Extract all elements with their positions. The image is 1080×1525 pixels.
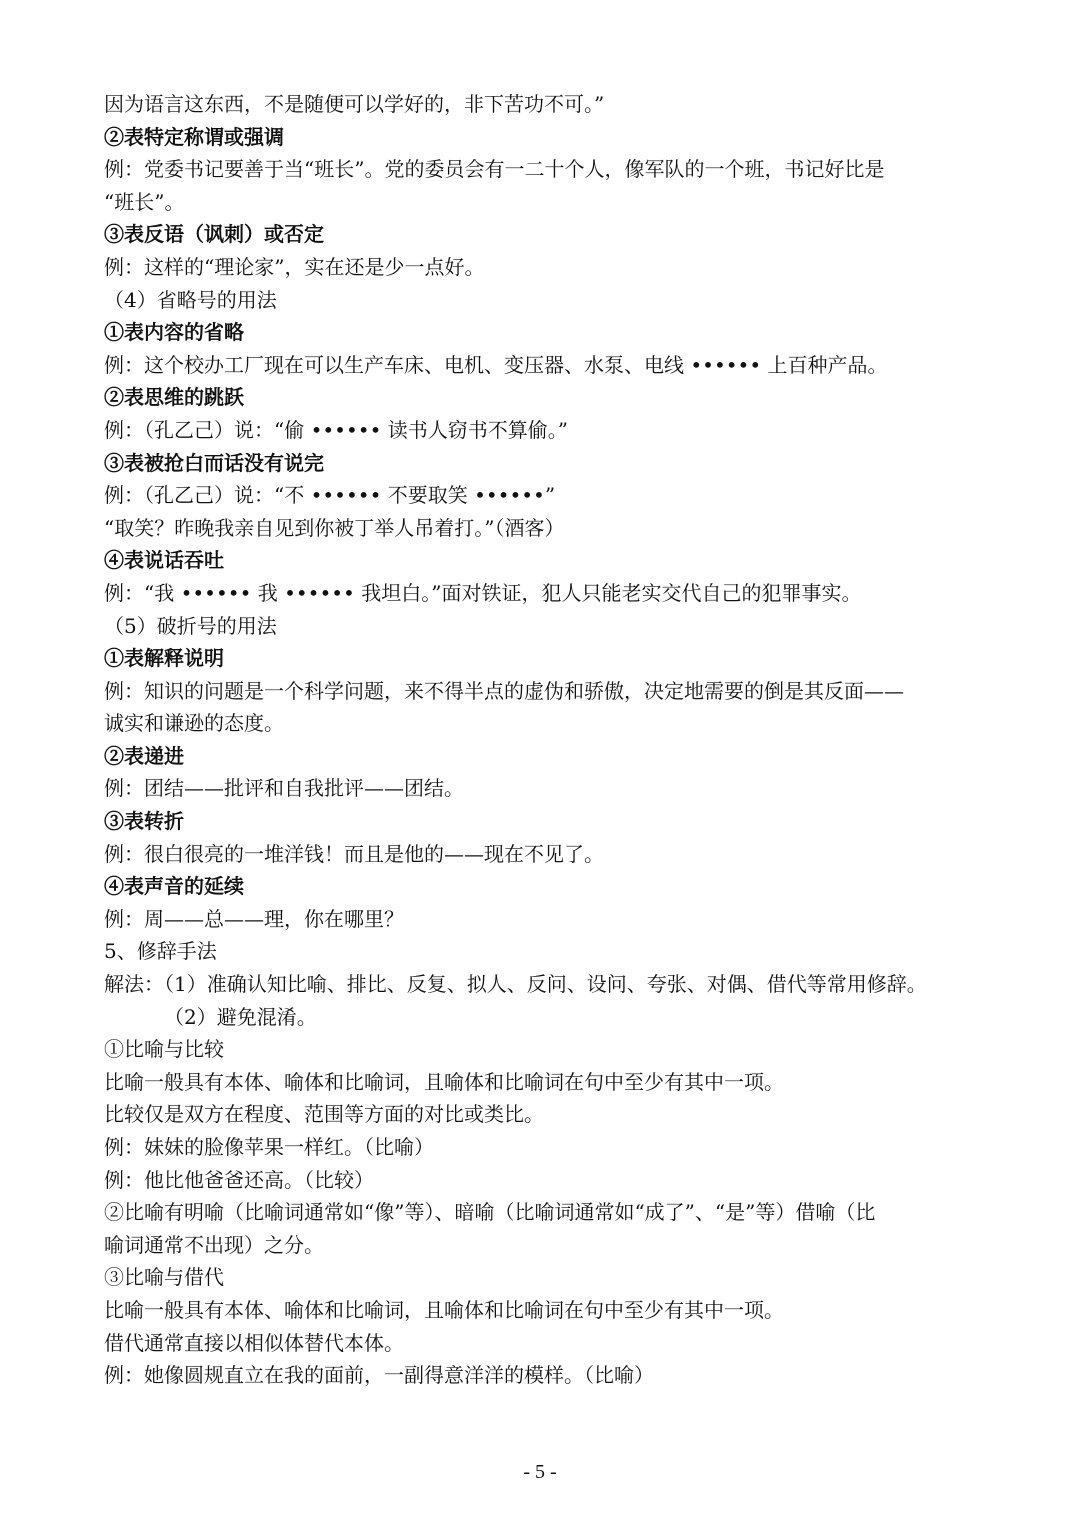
text-line-24: 例：很白很亮的一堆洋钱！而且是他的——现在不见了。 (104, 841, 604, 866)
text-line-11: 例：（孔乙己）说：“偷 •••••• 读书人窃书不算偷。” (104, 417, 568, 442)
text-line-13: 例：（孔乙己）说：“不 •••••• 不要取笑 ••••••” (104, 483, 556, 508)
heading-thought-jump: ②表思维的跳跃 (104, 385, 244, 410)
subheading-metaphor-comparison: ①比喻与比较 (104, 1037, 224, 1062)
text-line-28: 解法：（1）准确认知比喻、排比、反复、拟人、反问、设问、夸张、对偶、借代等常用修辞。 (104, 972, 927, 997)
text-line-20: 诚实和谦逊的态度。 (104, 711, 284, 736)
section-ellipsis: （4）省略号的用法 (104, 287, 277, 312)
heading-sound-extension: ④表声音的延续 (104, 874, 244, 899)
heading-content-omission: ①表内容的省略 (104, 320, 244, 345)
page-number: - 5 - (523, 1461, 557, 1483)
text-line-34: 例：他比他爸爸还高。（比较） (104, 1167, 374, 1192)
heading-explanation: ①表解释说明 (104, 646, 224, 671)
heading-interrupted: ③表被抢白而话没有说完 (104, 450, 324, 475)
text-line-40: 例：她像圆规直立在我的面前，一副得意洋洋的模样。（比喻） (104, 1363, 654, 1388)
text-line-9: 例：这个校办工厂现在可以生产车床、电机、变压器、水泵、电线 •••••• 上百种产品。 (104, 352, 888, 377)
text-line-38: 比喻一般具有本体、喻体和比喻词，且喻体和比喻词在句中至少有其中一项。 (104, 1297, 784, 1322)
text-line-36: 喻词通常不出现）之分。 (104, 1232, 324, 1257)
section-rhetoric: 5、修辞手法 (104, 939, 217, 964)
text-line-3: 例：党委书记要善于当“班长”。党的委员会有一二十个人，像军队的一个班，书记好比是 (104, 157, 885, 182)
heading-hesitation: ④表说话吞吐 (104, 548, 224, 573)
text-line-14: “取笑？昨晚我亲自见到你被丁举人吊着打。”（酒客） (104, 515, 565, 540)
document-body (104, 88, 984, 1392)
text-line-32: 比较仅是双方在程度、范围等方面的对比或类比。 (104, 1102, 544, 1127)
text-line-6: 例：这样的“理论家”，实在还是少一点好。 (104, 254, 485, 279)
text-line-39: 借代通常直接以相似体替代本体。 (104, 1330, 404, 1355)
text-line-19: 例：知识的问题是一个科学问题，来不得半点的虚伪和骄傲，决定地需要的倒是其反面—— (104, 678, 904, 703)
section-dash: （5）破折号的用法 (104, 613, 277, 638)
heading-irony: ③表反语（讽刺）或否定 (104, 222, 324, 247)
text-line-4: “班长”。 (104, 189, 185, 214)
subheading-metaphor-metonymy: ③比喻与借代 (104, 1265, 224, 1290)
text-line-22: 例：团结——批评和自我批评——团结。 (104, 776, 464, 801)
text-line-1: 因为语言这东西，不是随便可以学好的，非下苦功不可。” (104, 92, 605, 116)
text-line-33: 例：妹妹的脸像苹果一样红。（比喻） (104, 1135, 434, 1159)
text-line-35: ②比喻有明喻（比喻词通常如“像”等）、暗喻（比喻词通常如“成了”、“是”等）借喻（比 (104, 1200, 876, 1225)
text-line-31: 比喻一般具有本体、喻体和比喻词，且喻体和比喻词在句中至少有其中一项。 (104, 1069, 784, 1094)
text-line-29: （2）避免混淆。 (164, 1004, 317, 1029)
heading-turn: ③表转折 (104, 809, 184, 834)
heading-progression: ②表递进 (104, 743, 184, 768)
heading-special-title: ②表特定称谓或强调 (104, 124, 284, 149)
text-line-16: 例：“我 •••••• 我 •••••• 我坦白。”面对铁证，犯人只能老实交代自己的犯罪事实。 (104, 580, 862, 605)
text-line-26: 例：周——总——理，你在哪里？ (104, 906, 404, 931)
